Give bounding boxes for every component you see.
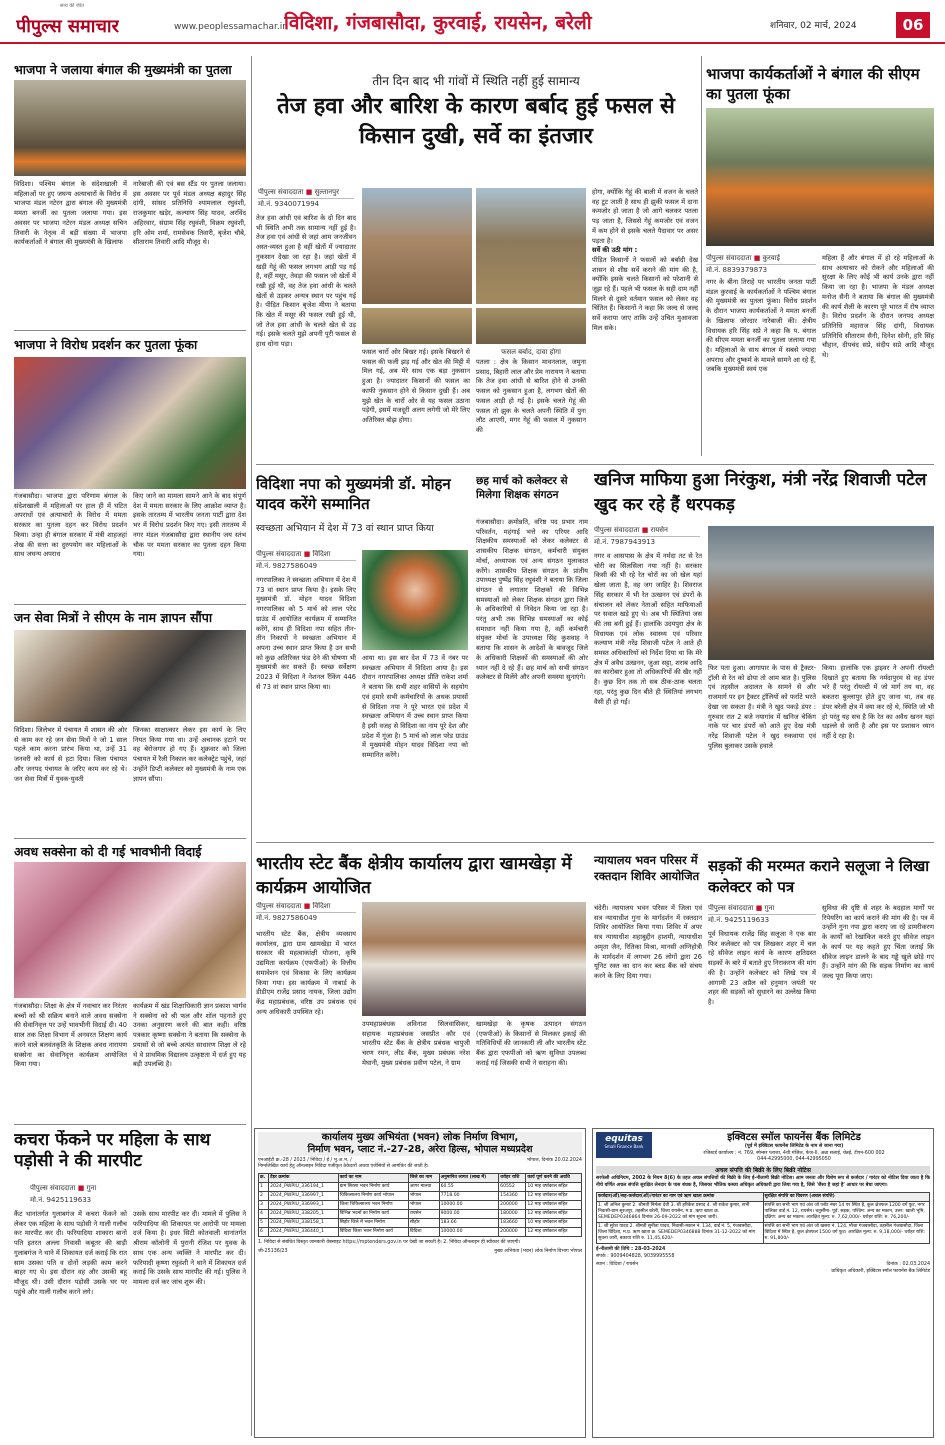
a8-text-1: नगरपालिका ने स्वच्छता अभियान में देश में 73 वां स्थान प्राप्त किया है। इसके लिए मुख्यमंत्री डॉ. मोहन यादव विदिशा नगरपालिका को 5 मार्च को लाल परेड ग्राउंड में आयोजित कार्यक्रम में सम्मानित करेंगे, साथ ही विदिशा नपा सहित तीन-तीन निकायों ने स्वच्छता अभियान में अपना उच्च स्थान प्राप्त किया है उन सभी को कुछ अतिरिक्त फंड देने की घोषणा भी मुख्यमंत्री कर सकते हैं। स्वच्छ सर्वेक्षण 2023 में विदिशा ने नेशनल रैंकिंग 446 से 73 वां स्थान प्राप्त किया था। [256, 576, 356, 691]
a10-photo [708, 526, 934, 660]
tender-cell: 6 [259, 1227, 269, 1236]
a8-body-col1 [256, 576, 356, 834]
tender-col-header: कार्य पूर्ण करने की अवधि [526, 1173, 582, 1182]
a5-text-2: उसके साथ मारपीट कर दी। मामले में पुलिस ने फरियादिया की शिकायत पर आरोपी पर मामला दर्ज किया है। इधर सिटी कोतवाली थानांतर्गत श्रीराम कॉलोनी में पुरानी रंजिश पर युवक के साथ एक अन्य व्यक्ति ने मारपीट कर दी। फरियादी कृष्णा रघुवंशी ने थाने में शिकायत दर्ज कराई कि उसके साथ मारपीट की गई। पुलिस ने मामला दर्ज कर जांच शुरू की। [133, 1210, 246, 1286]
tender-cell: रायसेन [408, 1209, 439, 1218]
a6-text-5: पीड़ित किसानों ने फसलों को बर्बादी देख शासन से शीघ्र सर्वे कराने की मांग की है, क्योंकि इसके चलते किसानों को परेशानी से जूझ रहे हैं। पहले भी फसल के सही दाम नहीं मिलने से दूसरे वर्तमान फसल को लेकर वह चिंतित हैं। किसानों ने कहा कि जल्द से जल्द सर्वे कराया जाए ताकि उन्हें उचित मुआवजा मिल सके। [592, 255, 698, 332]
a6-kicker: तीन दिन बाद भी गांवों में स्थिति नहीं हुई सामान्य [372, 74, 580, 88]
a8-mobile: मो.नं. 9827586049 [256, 562, 318, 570]
a10-city: रायसेन [650, 526, 668, 534]
tender-footer [258, 1249, 582, 1256]
a6-text-1: तेज हवा आंधी एवं बारिश के दो दिन बाद भी स्थिति अभी तक सामान्य नहीं हुई है। तेज हवा एवं आंधी से जहां आम जनजीवन अस्त-व्यस्त हुआ है वहीं खेतों में ज्यादातर नुकसान देखा जा रहा है। जहां खेतों में खड़ी गेहूं की फसल लगभग आड़ी पड़ गई है, वहीं मसूर, तेवड़ा की फसल जो खेतों में रखी हुई थी, वह तेज हवा आंधी के चलते खेतों से उड़कर अन्यत्र स्थान पर पहुंच गई है। पीड़ित किसान बृजेश मीणा ने बताया कि खेत में मसूर की फसल रखी हुई थी, जो तेज हवा आंधी के चलते खेत से उड़ गई। इसके चलते मुझे अपनी पूरी फसल से हाथ धोना पड़ा। [256, 214, 356, 349]
tender-cell: 4 [259, 1209, 269, 1218]
ad-table [596, 1192, 930, 1244]
tender-col-header: अनुमानित लागत (लाख में) [439, 1173, 499, 1182]
a5-body [14, 1210, 246, 1438]
a7-body-col2 [822, 254, 934, 460]
a6-city: सुल्तानपुर [314, 188, 339, 196]
a8-body-col2 [362, 654, 468, 834]
tender-cell: विदिशा जिला भवन निर्माण कार्य [338, 1227, 408, 1236]
a8-text-2: आया था। इस बार देश में 73 वें नंबर पर स्वच्छता अभियान में विदिशा आया है। इस दौरान नगरपालिका अध्यक्ष प्रीति राकेश शर्मा ने बताया कि सभी शहर वासियों के सहयोग एवं हमारे सभी कर्मचारियों के अथक प्रयासों से विदिशा नपा ने पूरे भारत एवं प्रदेश में स्वच्छता अभियान में उच्च स्थान प्राप्त किया है इसी वजह से विदिशा का नाम पूरे देश और प्रदेश में गूंजा है। 5 मार्च को लाल परेड ग्राउंड में मुख्यमंत्री मोहन यादव विदिशा नपा को सम्मानित करेंगे। [362, 654, 468, 760]
tender-cell: 2024_PWPIU_336997_1 [269, 1191, 339, 1200]
a7-city: कुरवाई [762, 254, 780, 262]
a10-text-3: किया। हालांकि एक ड्राइवर ने अपनी रॉयल्टी दिखाते हुए बताया कि नर्मदापुरम से वह डंपर भरे हैं परंतु रॉयल्टी में जो मार्ग तय था, वह बकतरा बुल्लापुर होते हुए जाना था, तब वह डंपर बरेली क्षेत्र में क्या कर रहे थे, स्थिति जो भी हो परंतु यह सच है कि रेत का अवैध खनन यहां धड़ल्ले से जारी है और इस पर प्रशासन ध्यान नहीं दे रहा है। [822, 664, 934, 740]
a6-byline-text: पीपुल्स संवाददाता [258, 188, 304, 196]
tender-cell: 1 [259, 1182, 269, 1191]
a11-photo [362, 902, 586, 1016]
page-number: 06 [896, 12, 930, 38]
tender-col-header: जिले का नाम [408, 1173, 439, 1182]
a10-byline: पीपुल्स संवाददाता ■ रायसेन [594, 526, 700, 537]
tender-cell: 2024_PWPIU_336993_1 [269, 1200, 339, 1209]
a2-body [14, 492, 246, 604]
a7-headline: भाजपा कार्यकर्ताओं ने बंगाल की सीएम का पुतला फूंका [706, 65, 920, 103]
ad-auction-date: ई-नीलामी की तिथि : 28-03-2024 [596, 1247, 666, 1253]
a10-body-col3 [822, 664, 934, 836]
a11-byline-text: पीपुल्स संवाददाता [256, 902, 302, 910]
a3-body [14, 726, 246, 838]
website-url[interactable]: www.peoplessamachar.in [174, 22, 288, 32]
tender-cell: 12 माह वर्षाकाल सहित [526, 1200, 582, 1209]
a4-headline: अवध सक्सेना को दी गई भावभीनी विदाई [14, 844, 202, 859]
tender-cell: 9000.00 [439, 1209, 499, 1218]
ad-title: इक्विटस स्मॉल फायनेंस बैंक लिमिटेड [727, 1132, 861, 1143]
ad-address: रजिस्टर्ड कार्यालय : नं. 769, स्पेन्सर प्लाजा, 4थी मंजिल, फेज-II, अन्ना सलाई, चेन्नई, टीएन-600 002 [703, 1150, 885, 1156]
a2-photo [14, 357, 246, 489]
a3-text-1: विदिशा। जिलेभर में पंचायत में शासन की ओर से काम कर रहे जन सेवा मित्रों ने जो 1 साल पहले काम करना प्रारंभ किया था, उन्हें 31 जनवरी को कार्य से हटा दिया। जिला पंचायत और जनपद पंचायत के जरिए काम कर रहे थे। जन सेवा मित्रों में युवक-युवती [14, 726, 127, 783]
tender-cell: 200000 [499, 1200, 526, 1209]
ad-para: सरफेसी अधिनियम, 2002 के नियम 8(6) के तहत अचल संपत्तियों की बिक्री के लिए ई-नीलामी बिक्री नोटिस। आम जनता और विशेष रूप से कर्जदार / गारंटर को नोटिस दिया जाता है कि नीचे वर्णित अचल संपत्ति सुरक्षित लेनदार के पास बंधक है, जिसका भौतिक कब्जा अधिकृत अधिकारी द्वारा लिया गया है, जिसे 'जैसा है जहां है' आधार पर बेचा जाएगा। [596, 1175, 930, 1188]
a4-text-2: कार्यक्रम में खंड शिक्षाधिकारी ज्ञान प्रकाश भार्गव ने सक्सेना को श्री फल और शॉल पहनाते हुए उनका अनुसरण करने की बात कही। वरिष्ठ पत्रकार कृष्णा सक्सेना ने बताया कि सक्सेना के प्रयासों से जो बच्चे अत्यंत साधारण शिक्षा ले रहे थे वे प्राथमिक विद्यालय उत्कृष्टता में दर्ज हुए यह बड़ी उपलब्धि है। [133, 1002, 246, 1069]
a9-headline: छह मार्च को कलेक्टर से मिलेगा शिक्षक संगठन [476, 475, 568, 501]
a8-byline: पीपुल्स संवाददाता ■ विदिशा [256, 550, 356, 561]
a1-photo [14, 80, 246, 176]
a13-text-1: पूर्व विधायक राजेंद्र सिंह सलूजा ने एक बार फिर कलेक्टर को पत्र लिखकर शहर में चल रहे सीवेज लाइन कार्य के कारण क्षतिग्रस्त सड़कों के बारे में बताते हुए निराकरण की मांग की है। उन्होंने कलेक्टर को लिखे पत्र में आगामी 23 अप्रैल को हनुमान जयंती पर शहर की सड़कों को सुधारने का उल्लेख किया है। [708, 930, 816, 1006]
a13-body-col2 [822, 904, 934, 1122]
a11-city: विदिशा [312, 902, 331, 910]
a8-photo [362, 550, 468, 650]
tender-row [259, 1227, 582, 1236]
tender-cell: 154360 [499, 1191, 526, 1200]
a8-byline-text: पीपुल्स संवाददाता [256, 550, 302, 558]
tender-cell: 5 [259, 1218, 269, 1227]
ad-logo [596, 1132, 652, 1158]
a2-text-2: किए जाने का मामला सामने आने के बाद संपूर्ण देश में ममता सरकार के लिए आक्रोश व्याप्त है। इसके तारतम्य में भारतीय जनता पार्टी द्वारा देश भर में विरोध प्रदर्शन किए गए। इसी तारतम्य में नगर मंडल गंजबासौदा द्वारा स्थानीय जय स्तंभ चौक पर ममता सरकार का पुतला दहन किया गया। [133, 492, 246, 559]
tender-cell: 2024_PWPIU_338205_1 [269, 1209, 339, 1218]
tender-signature: मुख्य अभियंता (भवन) लोक निर्माण विभाग भोपाल [494, 1248, 582, 1254]
a10-headline: खनिज माफिया हुआ निरंकुश, मंत्री नरेंद्र शिवाजी पटेल खुद कर रहे हैं धरपकड़ [594, 470, 927, 515]
tender-row [259, 1191, 582, 1200]
tender-cell: 183660 [499, 1218, 526, 1227]
a13-headline: सड़कों की मरम्मत कराने सलूजा ने लिखा कलेक्टर को पत्र [708, 857, 930, 896]
tender-col-header: क्र. [259, 1173, 269, 1182]
a10-mobile: मो.नं. 7987943913 [594, 538, 656, 546]
logo-tagline: सत्य की जीत [60, 3, 84, 9]
tender-cell: 10000.00 [439, 1227, 499, 1236]
tender-cell: 60552 [499, 1182, 526, 1191]
a7-byline: पीपुल्स संवाददाता ■ कुरवाई [706, 254, 816, 265]
tender-cell: 200000 [499, 1227, 526, 1236]
a10-text-1: नगर व आसपास के क्षेत्र में नर्मदा तट से रेत चोरी का सिलसिला नया नहीं है। सरकार किसी की भी रहे रेत चोरों का जो खेल यहां खेला जाता है, वह जग जाहिर है। शिवराज सिंह सरकार में भी रेत उत्खनन एवं डंपरों के संचालन को लेकर नेताओं सहित माफियाओं पर सवाल खड़े हुए थे। अब भी स्थितियां जस की तस बनी हुई हैं। हालांकि उदयपुरा क्षेत्र के विधायक एवं लोक स्वास्थ्य एवं परिवार कल्याण मंत्री नरेंद्र शिवाजी पटेल ने आते ही समस्त अधिकारियों को निर्देश दिया था कि मेरे क्षेत्र में अवैध उत्खनन, जुआ सट्टा, शराब आदि का कारोबार हुआ तो अधिकारियों की खैर नहीं है। कुछ दिन तक तो सब ठीक-ठाक चलता रहा, परंतु कुछ दिन बीते ही स्थितियां लगभग वैसी ही हो गईं। [594, 552, 702, 706]
tender-cell: 2024_PWPIU_336440_1 [269, 1227, 339, 1236]
a4-photo [14, 862, 246, 998]
a10-body-col2 [708, 664, 816, 836]
tender-cell: 12 माह वर्षाकाल सहित [526, 1209, 582, 1218]
tender-cell: 183.66 [439, 1218, 499, 1227]
a10-text-2: फिर पता हुआ। आगापार के पास से ट्रैक्टर-ट्रॉली से रेत को ढोया तो आम बात है। पुलिस एवं तहसील अदालत के सामने से और राजमार्ग पर इन ट्रैक्टर ट्रॉलियों को फर्राटे भरते देखा जा सकता है। मंत्री ने खुद पकड़े डंपर : गुरुवार रात 2 बजे नयागांव में खनिज चेकिंग नाके पर चार डंपरों को आते हुए देख मंत्री नरेंद्र शिवाजी पटेल ने खुद रुकवाया एवं पुलिस बुलाकर उसके हवाले [708, 664, 816, 750]
a8-headline: विदिशा नपा को मुख्यमंत्री डॉ. मोहन यादव करेंगे सम्मानित [256, 475, 451, 513]
a11-text-3: खामखेड़ा के कृषक उत्पादन संगठन (एफपीओ) के किसानों से मिलकर इकाई की गतिविधियों की जानकारी ली और भारतीय स्टेट बैंक द्वारा एफपीओ को ऋण सुविधा उपलब्ध कराई गई जिसकी सभी ने सराहना की। [476, 1020, 586, 1067]
a5-text-1: कैंट थानांतर्गत गुलाबगंज में कचरा फेंकने को लेकर एक महिला के साथ पड़ोसी ने गाली गलौच कर मारपीट कर दी। फरियादिया शाकारा बानो पति इतरत अल्ला निवासी कबूतर की बाड़ी गुलाबगंज ने थाने में शिकायत दर्ज कराई कि रात साम उसका पति व दोनों लड़की काम करने बाहर गए थे। इस दौरान वह और उसकी बहू मौजूद थी। उसी दौरान पड़ोसी उसके घर पर पहुंचे और गाली गलौच करने लगे। [14, 1210, 127, 1296]
a8-kicker: स्वच्छता अभियान में देश में 73 वां स्थान प्राप्त किया [256, 523, 434, 534]
a13-byline: पीपुल्स संवाददाता ■ गुना [708, 904, 816, 915]
a7-text-1: नगर के बीना तिराहे पर भारतीय जनता पार्टी मंडल कुरवाई के कार्यकर्ताओं ने पश्चिम बंगाल की मुख्यमंत्री का पुतला फूंका। विरोध प्रदर्शन के दौरान भाजपा कार्यकर्ताओं ने ममता बनर्जी के खिलाफ जोरदार नारेबाजी की। क्षेत्रीय विधायक हरि सिंह सप्रे ने कहा कि प. बंगाल की सीएम ममता बनर्जी का पुतला जलाया गया है। महिलाओं के साथ बंगाल में सबसे ज्यादा अपराध और दुष्कर्म के मामले सामने आ रहे हैं, जबकि मुख्यमंत्री स्वयं एक [706, 278, 816, 374]
a7-photo [706, 108, 934, 246]
a9-text: गंजबासौदा। क्रमोन्नति, वरिष्ठ पद प्रभार नाम परिवर्तन, महंगाई भत्ते का एरियर आदि शिक्षकीय समस्याओं को लेकर कलेक्टर से शासकीय शिक्षक संगठन, कर्मचारी संयुक्त मोर्चा, अध्यापक एवं अन्य संगठन मुलाकात करेंगे। शासकीय शिक्षक संगठन के प्रांतीय उपाध्यक्ष पुष्पेंद्र सिंह रघुवंशी ने बताया कि जिला संगठन से लगातार शिक्षकों की विभिन्न समस्याओं को लेकर शिक्षक संगठन द्वारा जिले के अधिकारियों से निवेदन किया जा रहा है। परंतु अभी तक विभिन्न समस्याओं का कोई समाधान नहीं किया गया है, वहीं कर्मचारी संयुक्त मोर्चा के उपाध्यक्ष सिंह कुशवाह ने बताया कि शासन के आदेशों के बावजूद जिले के अधिकारी शिक्षकों की समस्याओं की ओर ध्यान नहीं दे रहे हैं। छह मार्च को सभी संगठन कलेक्टर से मिलेंगे और अपनी समस्या सुनाएंगे। [476, 518, 588, 682]
a10-body-col1 [594, 552, 702, 836]
a7-text-2: महिला हैं और बंगाल में हो रहे महिलाओं के साथ अत्याचार को रोकने और महिलाओं की सुरक्षा के लिए कोई भी कार्य उनके द्वारा नहीं किया जा रहा है। भाजपा के मंडल अध्यक्ष मनोज सैनी ने बताया कि बंगाल की मुख्यमंत्री की कार्य शैली के कारण पूरे भारत में रोष व्याप्त है। विरोध प्रदर्शन के दौरान जनपद अध्यक्ष प्रतिनिधि महाराज सिंह दांगी, विधायक प्रतिनिधि सीताराम सैनी, दिनेश सोनी, हरि सिंह चौहान, दीपचंद सप्रे, संदीप सप्रे आदि मौजूद थे। [822, 254, 934, 360]
tender-cell: 180000 [499, 1209, 526, 1218]
tender-note: निम्नलिखित कार्य हेतु ऑनलाइन निविदा पंजीकृत ठेकेदारों अथवा एजेंसियों से आमंत्रित की जाती है। [258, 1164, 429, 1170]
tender-cell: भोपाल [408, 1200, 439, 1209]
section-cities: विदिशा, गंजबासौदा, कुरवाई, रायसेन, बरेली [284, 12, 592, 34]
a6-headline: तेज हवा और बारिश के कारण बर्बाद हुई फसल से किसान दुखी, सर्वे का इंतजार [277, 94, 675, 149]
ad-footer-place: स्थान : विदिशा / रायसेन [596, 1262, 639, 1268]
a6-text-3: पतला : क्षेत्र के किसान मावनलाल, जमुना प्रसाद, बिहारी लाल और प्रेम नारायण ने बताया कि तेज हवा आंधी से बारिश होने से उनकी फसल को नुकसान हुआ है, लगभग खेतों की फसल आड़ी हो गई है। इसके चलते गेहूं की फसल तो झुक के चलते अपनी स्थिति में पुनः लौट आएगी, मगर गेहूं की फसल में नुकसान की [476, 358, 586, 434]
a7-byline-text: पीपुल्स संवाददाता [706, 254, 752, 262]
a6-body-col2 [362, 348, 470, 460]
a6-text-4: होगा, क्योंकि गेहूं की बाली में वजन के चलते वह टूट जाती है साथ ही झुकी फसल में दाना कमजोर हो जाता है जो आगे चलकर पतला पड़ जाता है, जिससे गेहूं कमजोर एवं वजन में कम होने से इसके चलते पैदावार पर असर पड़ता है। [592, 188, 698, 245]
a13-text-2: सुविधा की दृष्टि से शहर के बदहाल मार्गों पर रिपेयरिंग का कार्य कराने की मांग की है। पत्र में उन्होंने गुना नपा द्वारा कराए जा रहे डामरीकरण के कार्यों को रेखांकित करते हुए सीवेज लाइन के कार्य पर यह कहते हुए चिंता जताई कि सीवेज लाइन डालने के बाद गड्ढे खुले छोड़े गए हैं। उन्होंने मांग की कि सड़क निर्माण का कार्य जल्द पूरा किया जाए। [822, 904, 934, 980]
a12-body [594, 904, 702, 1120]
a6-photo-3 [362, 308, 472, 344]
a5-byline-text: पीपुल्स संवाददाता [30, 1184, 76, 1192]
tender-cell: आगर मालवा [408, 1182, 439, 1191]
a6-body-col3 [476, 358, 586, 460]
a5-city: गुना [86, 1184, 97, 1192]
a5-headline: कचरा फेंकने पर महिला के साथ पड़ोसी ने की मारपीट [14, 1130, 211, 1171]
tender-cell: चिकित्सालय निर्माण कार्य भोपाल [338, 1191, 408, 1200]
ad-phone: 044-42995000, 044-42995050 [757, 1157, 831, 1163]
a3-photo [14, 630, 246, 722]
a13-byline-text: पीपुल्स संवाददाता [708, 904, 754, 912]
a6-byline: पीपुल्स संवाददाता ■ सुल्तानपुर [258, 188, 354, 199]
masthead [0, 0, 945, 44]
a7-body-col1 [706, 278, 816, 460]
a11-text-1: भारतीय स्टेट बैंक, क्षेत्रीय व्यवसाय कार्यालय, द्वारा ग्राम खामखेड़ा में भारत सरकार की महत्वाकांक्षी योजना, कृषि उद्यमिता कार्यक्रम (एफपीओ) के वित्तीय समावेशन एवं विकास के लिए कार्यक्रम किया गया। इस कार्यक्रम में नाबार्ड के डीडीएम राजेंद्र प्रसाद नायक, जिला उद्योग केंद्र महाप्रबंधक, वरिष्ठ उप प्रबंधक एवं अन्य अधिकारी उपस्थित रहे। [256, 930, 356, 1016]
ad-brand: equitas [605, 1134, 643, 1144]
a11-headline: भारतीय स्टेट बैंक क्षेत्रीय कार्यालय द्वारा खामखेड़ा में कार्यक्रम आयोजित [256, 854, 572, 898]
ad-contact: संपर्क : 9009404828, 9039995558 [596, 1253, 675, 1259]
tender-cell: 2024_PWPIU_338158_1 [269, 1218, 339, 1227]
tender-cell: 3 [259, 1200, 269, 1209]
ad-property-2: संपत्ति का सभी भाग एवं अंश जो खसरा नं. 124, मौजा गंजबासौदा, तहसील गंजबासौदा, जिला विदिशा में स्थित है, कुल क्षेत्रफल 1500 वर्ग फुट। आरक्षित मूल्य: रु. 9,18,000/- धरोहर राशि: रु. 91,800/- [763, 1223, 930, 1244]
ad-header [596, 1132, 930, 1164]
tender-cell: 10 माह वर्षाकाल सहित [526, 1182, 582, 1191]
ad-col2-header: सुरक्षित संपत्ति का विवरण (अचल संपत्ति) [763, 1193, 930, 1202]
tender-col-header: टेंडर क्रमांक [269, 1173, 339, 1182]
tender-row [259, 1200, 582, 1209]
tender-footnote: 1. निविदा से संबंधित विस्तृत जानकारी वेबसाइट https://mptenders.gov.in पर देखी जा सकती है। 2. निविदा ऑनलाइन ही स्वीकार की जाएगी। [258, 1239, 521, 1245]
ad-borrower-2: 1. श्री सुरेश यादव 2. श्रीमती सुनीता यादव, निवासी-मकान नं. 134, वार्ड नं. 5, गंजबासौदा, जिला विदिशा, म.प्र. ऋण खाता क्र. SEMEDEP0346888 दिनांक 31-12-2022 को मांग सूचना जारी, बकाया राशि रु. 11,45,620/- [597, 1223, 764, 1244]
tender-code: जी-25136/23 [258, 1248, 288, 1254]
a10-byline-text: पीपुल्स संवाददाता [594, 526, 640, 534]
a9-body [476, 518, 588, 834]
a13-body-col1 [708, 930, 816, 1122]
tender-cell: 12 माह वर्षाकाल सहित [526, 1191, 582, 1200]
tender-cell: सिहोर जिले में भवन निर्माण [338, 1218, 408, 1227]
ad-notice-title: अचल संपत्ति की बिक्री के लिए बिक्री नोटिस [596, 1166, 930, 1174]
tender-notice [254, 1128, 586, 1438]
a1-headline: भाजपा ने जलाया बंगाल की मुख्यमंत्री का पुतला [14, 62, 232, 77]
a6-text-2: फसल चारों ओर बिखर गई। इसके बिखरने से फसल की फली झड़ गई और खेत की मिट्टी में मिल गई, अब मेरे साथ एक बड़ा नुकसान हुआ है। ज्यादातर किसानों की फसल का काफी नुकसान होने से किसान दुखी हैं। अब मुझे खेत के चारों ओर से यह फसल उठाना पड़ेगी, इसमें मजदूरी अलग लगेगी जो मेरे लिए अतिरिक्त बोझ होगा। [362, 348, 470, 424]
tender-row [259, 1182, 582, 1191]
a1-text-2: नारेबाजी की एवं बस स्टैंड पर पुतला जलाया। इस अवसर पर पूर्व मंडल अध्यक्ष बहादुर सिंह दांगी, सांसद प्रतिनिधि श्यामलाल रघुवंशी, राजकुमार खड़ेर, कल्याण सिंह यादव, अरविंद अहिरवार, संग्राम सिंह रघुवंशी, विक्रम रघुवंशी, हरि ओम शर्मा, रामसेवक तिवारी, बृजेश चौबे, सीताराम तिवारी आदि मौजूद थे। [133, 180, 246, 247]
ad-borrower-1: 1. श्री अनिल कुमार 2. श्रीमती निर्मला देवी 3. श्री हरिकेश प्रसाद 4. श्री राकेश कुमार, सभी निवासी-ग्राम सूरजपुर, तहसील बरेली, जिला रायसेन, म.प्र. ऋण खाता क्र. SEMEDEP0346864 दिनांक 26-09-2022 को मांग सूचना जारी। [597, 1202, 764, 1223]
a1-text-1: विदिशा। पश्चिम बंगाल के संदेशखाली में महिलाओं पर हुए जघन्य अत्याचारों के विरोध में भाजपा मंडल नटेरन द्वारा बंगाल की मुख्यमंत्री ममता बनर्जी का पुतला जलाया गया। इस अवसर पर भाजपा नटेरन मंडल अध्यक्ष सचिन तिवारी के नेतृत्व में बड़ी संख्या में भाजपा कार्यकर्ताओं ने बंगाल की मुख्यमंत्री के खिलाफ [14, 180, 127, 247]
tender-row [259, 1209, 582, 1218]
a2-headline: भाजपा ने विरोध प्रदर्शन कर पुतला फूंका [14, 337, 198, 352]
a11-byline: पीपुल्स संवाददाता ■ विदिशा [256, 902, 356, 913]
tender-cell: 2024_PWPIU_336194_1 [269, 1182, 339, 1191]
tender-col-header: धरोहर राशि [499, 1173, 526, 1182]
a8-city: विदिशा [312, 550, 331, 558]
equitas-ad [592, 1128, 934, 1438]
a6-subhead: सर्वे की उठी मांग : [592, 246, 638, 255]
a13-mobile: मो.नं. 9425119633 [708, 916, 770, 924]
a3-headline: जन सेवा मित्रों ने सीएम के नाम ज्ञापन सौंपा [14, 610, 213, 625]
tender-cell: 7718.00 [439, 1191, 499, 1200]
tender-col-header: कार्य का नाम [338, 1173, 408, 1182]
a5-mobile: मो.नं. 9425119633 [30, 1196, 92, 1204]
tender-ref: एनआईटी क्र.-28 / 2023 / निविदा / ई / भु.अ.भ. / [258, 1157, 352, 1163]
ad-footer-sign: प्राधिकृत अधिकारी, इक्विटस स्मॉल फायनेंस बैंक लिमिटेड [831, 1268, 930, 1274]
a11-body-col1 [256, 930, 356, 1122]
tender-cell: भोपाल [408, 1191, 439, 1200]
ad-footer [596, 1262, 930, 1269]
tender-row [259, 1218, 582, 1227]
tender-cell: ग्राम सिरसा भवन निर्माण कार्य [338, 1182, 408, 1191]
a6-caption: फसल बर्बाद, दावा होगा [501, 348, 561, 356]
tender-cell: 10 माह वर्षाकाल सहित [526, 1218, 582, 1227]
a11-body-col3 [476, 1020, 586, 1122]
tender-title-2: निर्माण भवन, प्लाट नं.-27-28, अरेरा हिल्स, भोपाल मध्यप्रदेश [258, 1144, 582, 1156]
tender-cell: 2 [259, 1191, 269, 1200]
a5-byline: पीपुल्स संवाददाता ■ गुना [30, 1184, 97, 1192]
ad-property-1: संपत्ति का सभी भाग एवं अंश जो प्लॉट नंबर 14 पर स्थित है, कुल क्षेत्रफल 1200 वर्ग फुट, नगर पालिका वार्ड नं. 12, रायसेन। चतुर्सीमा- पूर्व: सड़क, पश्चिम: अन्य का मकान, उत्तर: खाली भूमि, दक्षिण: अन्य का मकान। आरक्षित मूल्य: रु. 7,62,000/- धरोहर राशि: रु. 76,200/- [763, 1202, 930, 1223]
a12-text: चंदेरी। न्यायालय भवन परिसर में जिला एवं सत्र न्यायाधीश गुना के मार्गदर्शन में रक्तदान शिविर आयोजित किया गया। शिविर में अपर सत्र न्यायाधीश शहाबुद्दीन हाशमी, न्यायाधीश अमृता जैन, रितिका मिश्रा, मानसी अग्निहोत्री के मार्गदर्शन में लगभग 26 लोगों द्वारा 26 यूनिट रक्त का दान कर ब्लड बैंक को संचय करने के लिए दिया गया। [594, 904, 702, 980]
ad-subtitle: (पूर्व में इक्विटस फायनेंस लिमिटेड के नाम से जाना गया) [744, 1144, 844, 1150]
logo: पीपुल्स समाचार [16, 16, 119, 37]
a2-text-1: गंजबासौदा। भाजपा द्वारा परिणाम बंगाल के संदेशखाली में महिलाओं पर हाल ही में घटित अपराधों एवं अत्याचारों के विरोध में ममता सरकार का पुतला दहन कर विरोध प्रदर्शन किया। उन्हा ही बंगाल सरकार में मंत्री शाहजहां शेख की सत्ता का दुरुपयोग कर महिलाओं के साथ जघन्य अपराध [14, 492, 127, 559]
a11-text-2: उपमहाप्रबंधक अविनाश सिलवासिकर, सहायक महाप्रबंधक जसप्रीत कौर एवं भारतीय स्टेट बैंक के क्षेत्रीय प्रबंधक चापुजी चरण रमन, लीड बैंक, मुख्य प्रबंधक नरेश मेघानी, मुख्य प्रबंधक प्रवीण पटेल, ने ग्राम [362, 1020, 470, 1067]
a6-photo-4 [476, 308, 586, 344]
a4-text-1: गंजबासौदा। शिक्षा के क्षेत्र में नवाचार कर निरंतर बच्चों को श्री सक्रिय बनाने वाले अवध सक्सेना की सेवानिवृत्त पर उन्हें भावभीनी विदाई दी। 40 साल तक शिक्षा विभाग में अनवरत शिक्षण कार्य करने वाले बलवंतकृति के शिक्षक अवध नारायण सक्सेना का सेवानिवृत्त कार्यक्रम आयोजित किया गया। [14, 1002, 127, 1069]
edition-date: शनिवार, 02 मार्च, 2024 [770, 21, 857, 31]
tender-title-1: कार्यालय मुख्य अभियंता (भवन) लोक निर्माण विभाग, [258, 1132, 582, 1144]
a12-headline: न्यायालय भवन परिसर में रक्तदान शिविर आयोजित [594, 853, 700, 883]
a3-text-2: जिनका साक्षात्कार लेकर इस कार्य के लिए नियत किया गया था। उन्हें अचानक हटाने पर वह बेरोजगार हो गए हैं। शुक्रवार को जिला पंचायत में रैली निकाल कर कलेक्ट्रेट पहुंचे, जहां उन्होंने डिप्टी कलेक्टर को मुख्यमंत्री के नाम एक ज्ञापन सौंपा। [133, 726, 246, 783]
a1-body [14, 180, 246, 328]
a7-mobile: मो.नं. 8839379873 [706, 266, 768, 274]
tender-cell: जिला चिकित्सालय भवन निर्माण [338, 1200, 408, 1209]
tender-date: भोपाल, दिनांक 20.02.2024 [526, 1157, 582, 1163]
tender-cell: विदिशा [408, 1227, 439, 1236]
ad-col1-header: कर्जदार(ओं)/सह-कर्जदार(ओं)/गारंटर का नाम एवं ऋण खाता क्रमांक [597, 1193, 764, 1202]
tender-table [258, 1173, 582, 1237]
a11-mobile: मो.नं. 9827586049 [256, 914, 318, 922]
tender-cell: 10000.00 [439, 1200, 499, 1209]
a6-mobile: मो.नं. 9340071994 [258, 200, 320, 208]
ad-footer-date: दिनांक : 02.03.2024 [886, 1262, 930, 1268]
tender-cell: 12 माह वर्षाकाल सहित [526, 1227, 582, 1236]
a11-body-col2 [362, 1020, 470, 1122]
tender-cell: विभिन्न भवनों का निर्माण कार्य [338, 1209, 408, 1218]
a6-photo-1 [362, 188, 472, 304]
tender-cell: सीहोर [408, 1218, 439, 1227]
a4-body [14, 1002, 246, 1124]
tender-cell: 60.55 [439, 1182, 499, 1191]
a13-city: गुना [764, 904, 775, 912]
a6-body-col1 [256, 214, 356, 459]
ad-brand-sub: Small Finance Bank [604, 1144, 644, 1149]
a6-body-col4 [592, 188, 698, 460]
a6-photo-2 [476, 188, 586, 304]
